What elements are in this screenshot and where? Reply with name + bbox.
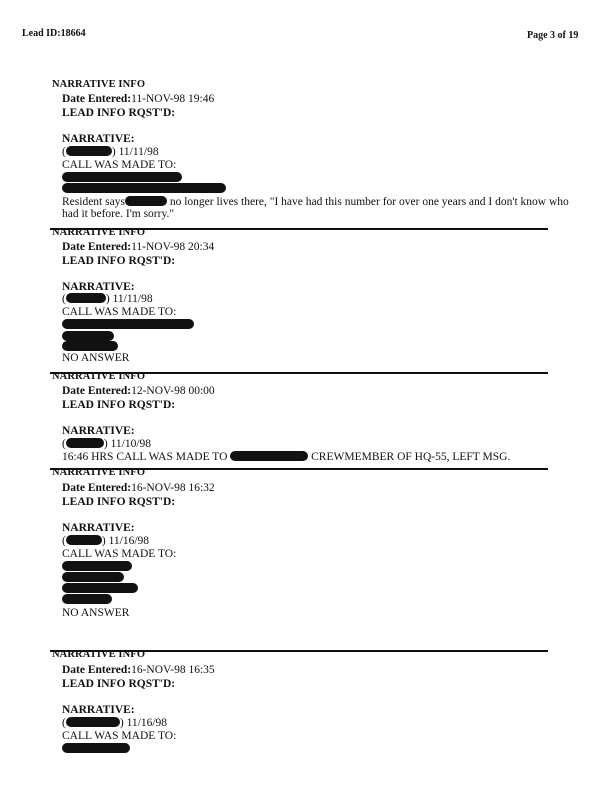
- redaction-bar: [66, 717, 120, 727]
- no-answer: NO ANSWER: [62, 607, 130, 619]
- lead-info-label: LEAD INFO RQST'D:: [62, 255, 176, 267]
- date-entered: Date Entered:11-NOV-98 20:34: [62, 241, 215, 253]
- redaction-bar: [66, 293, 106, 303]
- call-made-label: CALL WAS MADE TO:: [62, 730, 177, 742]
- narrative-line: ( ) 11/11/98: [62, 293, 153, 305]
- narrative-line: ( ) 11/11/98: [62, 146, 159, 158]
- redaction-bar: [66, 535, 102, 545]
- section-title: NARRATIVE INFO: [52, 371, 146, 382]
- page-number: Page 3 of 19: [527, 30, 579, 41]
- resident-statement-cont: had it before. I'm sorry.": [62, 208, 175, 220]
- lead-info-label: LEAD INFO RQST'D:: [62, 107, 176, 119]
- no-answer: NO ANSWER: [62, 352, 130, 364]
- date-entered-label: Date Entered:: [62, 93, 132, 105]
- lead-info-label: LEAD INFO RQST'D:: [62, 496, 176, 508]
- narrative-label: NARRATIVE:: [62, 133, 135, 145]
- narrative-line: ( ) 11/16/98: [62, 717, 168, 729]
- redaction-bar: [230, 451, 308, 461]
- lead-id: Lead ID:18664: [22, 28, 86, 39]
- narrative-line: ( ) 11/10/98: [62, 438, 152, 450]
- call-line: 16:46 HRS CALL WAS MADE TO CREWMEMBER OF HQ-55, LEFT MSG.: [62, 451, 511, 463]
- call-made-label: CALL WAS MADE TO:: [62, 306, 177, 318]
- date-entered: Date Entered:16-NOV-98 16:32: [62, 482, 215, 494]
- resident-statement: Resident says no longer lives there, "I have had this number for over one years and I don't know who: [62, 196, 569, 208]
- narrative-label: NARRATIVE:: [62, 704, 135, 716]
- date-entered-value: 11-NOV-98 19:46: [131, 93, 215, 105]
- lead-info-label: LEAD INFO RQST'D:: [62, 399, 176, 411]
- narrative-line: ( ) 11/16/98: [62, 535, 150, 547]
- date-entered: Date Entered:16-NOV-98 16:35: [62, 664, 215, 676]
- redaction-bar: [125, 196, 167, 206]
- lead-info-label: LEAD INFO RQST'D:: [62, 678, 176, 690]
- date-entered: Date Entered:12-NOV-98 00:00: [62, 385, 215, 397]
- call-made-label: CALL WAS MADE TO:: [62, 159, 177, 171]
- redaction-bar: [66, 438, 104, 448]
- narrative-label: NARRATIVE:: [62, 522, 135, 534]
- redaction-bar: [66, 146, 112, 156]
- section-title: NARRATIVE INFO: [52, 467, 146, 478]
- date-entered: [62, 93, 214, 106]
- redaction-bar: [62, 743, 130, 756]
- redaction-bar: [62, 594, 112, 607]
- section-title: NARRATIVE INFO: [52, 649, 146, 660]
- narrative-label: NARRATIVE:: [62, 281, 135, 293]
- redaction-bar: [62, 183, 226, 196]
- call-made-label: CALL WAS MADE TO:: [62, 548, 177, 560]
- call-date: 11/11/98: [118, 146, 159, 158]
- section-title: NARRATIVE INFO: [52, 79, 146, 90]
- narrative-label: NARRATIVE:: [62, 425, 135, 437]
- section-title: NARRATIVE INFO: [52, 227, 146, 238]
